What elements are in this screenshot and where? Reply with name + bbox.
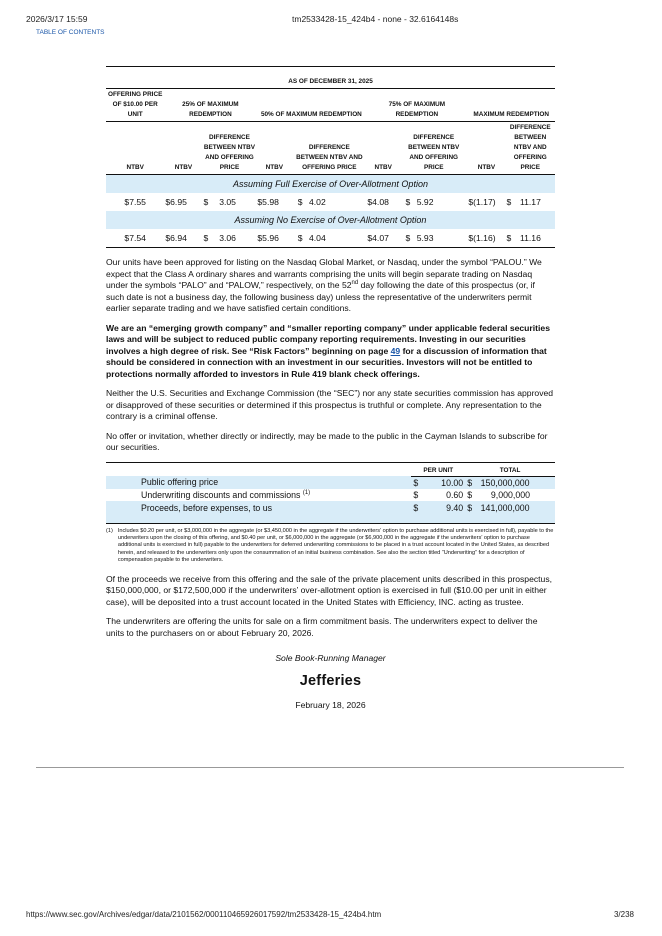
cell: 9,000,000: [490, 489, 530, 500]
table-row: [106, 193, 555, 211]
text: day following the date of this prospectus (or, if such date is not a business day, the following business day) unless the representative of the underwriters permit earlier separate trading and we have satisfied certain conditions.: [106, 280, 535, 313]
cell: $: [203, 229, 219, 248]
cell: $7.55: [124, 197, 146, 207]
section-band: [106, 211, 555, 229]
cell: $: [413, 489, 419, 500]
manager-name: Jefferies: [299, 673, 362, 690]
ntbv-table: [106, 66, 555, 248]
cell: $5.98: [257, 197, 279, 207]
cell: $: [292, 229, 308, 248]
cell: $6.95: [165, 197, 187, 207]
group-header-75pct: 75% OF MAXIMUM REDEMPTION: [366, 89, 467, 122]
col-header-ntbv: NTBV: [106, 122, 164, 175]
cell: 0.60: [446, 489, 464, 500]
cell: 3.06: [218, 229, 256, 248]
col-header-ntbv: NTBV: [164, 122, 202, 175]
prospectus-date: February 18, 2026: [295, 700, 366, 711]
cell: $: [465, 501, 478, 524]
cell: 4.02: [309, 197, 326, 207]
cell: $: [465, 476, 478, 489]
page-divider: [36, 767, 624, 768]
group-header-max: MAXIMUM REDEMPTION: [467, 89, 555, 122]
trust-account-paragraph: Of the proceeds we receive from this offering and the sale of the private placement units described in this prospectus, $150,000,000, or $172,500,000 if the underwriters’ over-allotment option is exercised in full ($10.00 per unit in either case), will be deposited into a trust account located in the United States with Efficiency, INC. acting as trustee.: [106, 573, 553, 607]
cell: 11.16: [519, 229, 555, 248]
col-header-ntbv: NTBV: [467, 122, 505, 175]
risk-factors-page-link[interactable]: 49: [390, 345, 401, 356]
cell: $5.96: [256, 229, 292, 248]
cell: $: [405, 197, 411, 207]
offering-table: [106, 462, 555, 524]
cell: $4.08: [367, 197, 389, 207]
cell: $: [297, 197, 303, 207]
cell: $: [411, 501, 424, 524]
cell: $4.07: [366, 229, 400, 248]
sec-disclaimer-paragraph: Neither the U.S. Securities and Exchange Commission (the “SEC”) nor any state securities commission has approved or disapproved of these securities or determined if this prospectus is truthful or complete. Any representation to the contrary is a criminal offense.: [106, 388, 554, 421]
col-header-ntbv: NTBV: [366, 122, 400, 175]
col-header-per-unit: PER UNIT: [411, 462, 465, 476]
cell: $: [506, 197, 512, 207]
text: for a discussion of information that should be considered in connection with an investment in our securities. Investors will not be entitled to protections normally afforded to investors in Rule 419 blank check offerings.: [106, 345, 547, 379]
cell: 5.92: [416, 197, 434, 207]
print-datetime: 2026/3/17 15:59: [26, 14, 88, 24]
table-row: [106, 501, 555, 524]
cell: 5.93: [416, 229, 468, 248]
prospectus-cover-content: [106, 66, 555, 710]
cell: 4.04: [308, 229, 366, 248]
cell: $6.94: [164, 229, 202, 248]
row-label: Proceeds, before expenses, to us: [106, 501, 411, 524]
section-label: Assuming Full Exercise of Over-Allotment Option: [106, 175, 555, 194]
cell: 141,000,000: [479, 501, 555, 524]
superscript: nd: [351, 280, 359, 287]
group-header-50pct: 50% OF MAXIMUM REDEMPTION: [256, 89, 366, 122]
group-header-25pct: 25% OF MAXIMUM REDEMPTION: [164, 89, 256, 122]
cell: 10.00: [425, 476, 465, 489]
footnote-ref: (1): [302, 489, 311, 496]
col-header-ntbv: NTBV: [256, 122, 292, 175]
cell: $7.54: [106, 229, 164, 248]
section-label: Assuming No Exercise of Over-Allotment Option: [106, 211, 555, 229]
cayman-paragraph: No offer or invitation, whether directly or indirectly, may be made to the public in the Cayman Islands to subscribe for our securities.: [106, 430, 548, 452]
table-row: [106, 476, 555, 489]
footnote: [106, 528, 555, 565]
listing-paragraph: [106, 257, 555, 315]
ntbv-table-title: AS OF DECEMBER 31, 2025: [106, 67, 555, 89]
row-label: [106, 489, 411, 501]
delivery-paragraph: The underwriters are offering the units for sale on a firm commitment basis. The underwriters expect to deliver the units to the purchasers on or about February 20, 2026.: [106, 616, 538, 638]
table-row: [106, 489, 555, 501]
cell: $: [506, 229, 519, 248]
cell: $: [400, 229, 416, 248]
cell: $(1.17): [468, 197, 496, 207]
manager-role: Sole Book-Running Manager: [275, 653, 386, 664]
cell: $: [203, 197, 209, 207]
col-header-difference: DIFFERENCE BETWEEN NTBV AND OFFERING PRICE: [400, 122, 467, 175]
footer-url: https://www.sec.gov/Archives/edgar/data/2101562/000110465926017592/tm2533428-15_424b4.htm: [26, 910, 382, 919]
cell: 9.40: [425, 501, 465, 524]
section-band: [106, 175, 555, 194]
cell: 3.05: [219, 197, 236, 207]
col-header-difference: DIFFERENCE BETWEEN NTBV AND OFFERING PRICE: [292, 122, 366, 175]
cell: 150,000,000: [479, 476, 555, 489]
text: We are an “emerging growth company” and “smaller reporting company” under applicable federal securities laws and will be subject to reduced public company reporting requirements. Investing in our securities involves a high degree of risk. See “Risk Factors” beginning on page: [106, 322, 550, 356]
text: Underwriting discounts and commissions: [141, 489, 301, 500]
cell: $: [411, 476, 424, 489]
footnote-marker: (1): [106, 527, 113, 534]
row-label: Public offering price: [106, 476, 411, 489]
footer-page-number: 3/238: [613, 910, 634, 919]
col-header-total: TOTAL: [465, 462, 555, 476]
footnote-text: Includes $0.20 per unit, or $3,000,000 in the aggregate (or $3,450,000 in the aggregate if the underwriters’ option to purchase additional units is exercised in full), payable to the underwriters upon the closing of this offering, and $0.40 per unit, or $6,000,000 in the aggregate (or $6,900,000 in the aggregate if the underwriters’ option to purchase additional units is exercised in full) payable to the underwriters for deferred underwriting commissions to be placed in a trust account located in the United States, as described herein, and released to the underwriters only upon the consummation of an initial business combination. See also the section titled “Underwriting” for a description of compensation payable to the underwriters.: [117, 527, 554, 564]
cell: $(1.16): [467, 229, 505, 248]
cell: $: [467, 489, 473, 500]
print-doc-title: tm2533428-15_424b4 - none - 32.6164148s: [292, 14, 459, 24]
text: Our units have been approved for listing on the Nasdaq Global Market, or Nasdaq, under the symbol “PALOU.” We expect that the Class A ordinary shares and warrants comprising the units will begin separate trading on Nasdaq under the symbols “PALO” and “PALOW,” respectively, on the 52: [106, 257, 542, 290]
table-of-contents-link[interactable]: TABLE OF CONTENTS: [36, 29, 105, 36]
table-row: [106, 229, 555, 248]
col-header-difference: DIFFERENCE BETWEEN NTBV AND OFFERING PRICE: [506, 122, 555, 175]
cell: 11.17: [520, 197, 541, 207]
group-header-offering-price: OFFERING PRICE OF $10.00 PER UNIT: [106, 89, 164, 122]
risk-paragraph: [106, 323, 555, 381]
col-header-difference: DIFFERENCE BETWEEN NTBV AND OFFERING PRICE: [203, 122, 257, 175]
